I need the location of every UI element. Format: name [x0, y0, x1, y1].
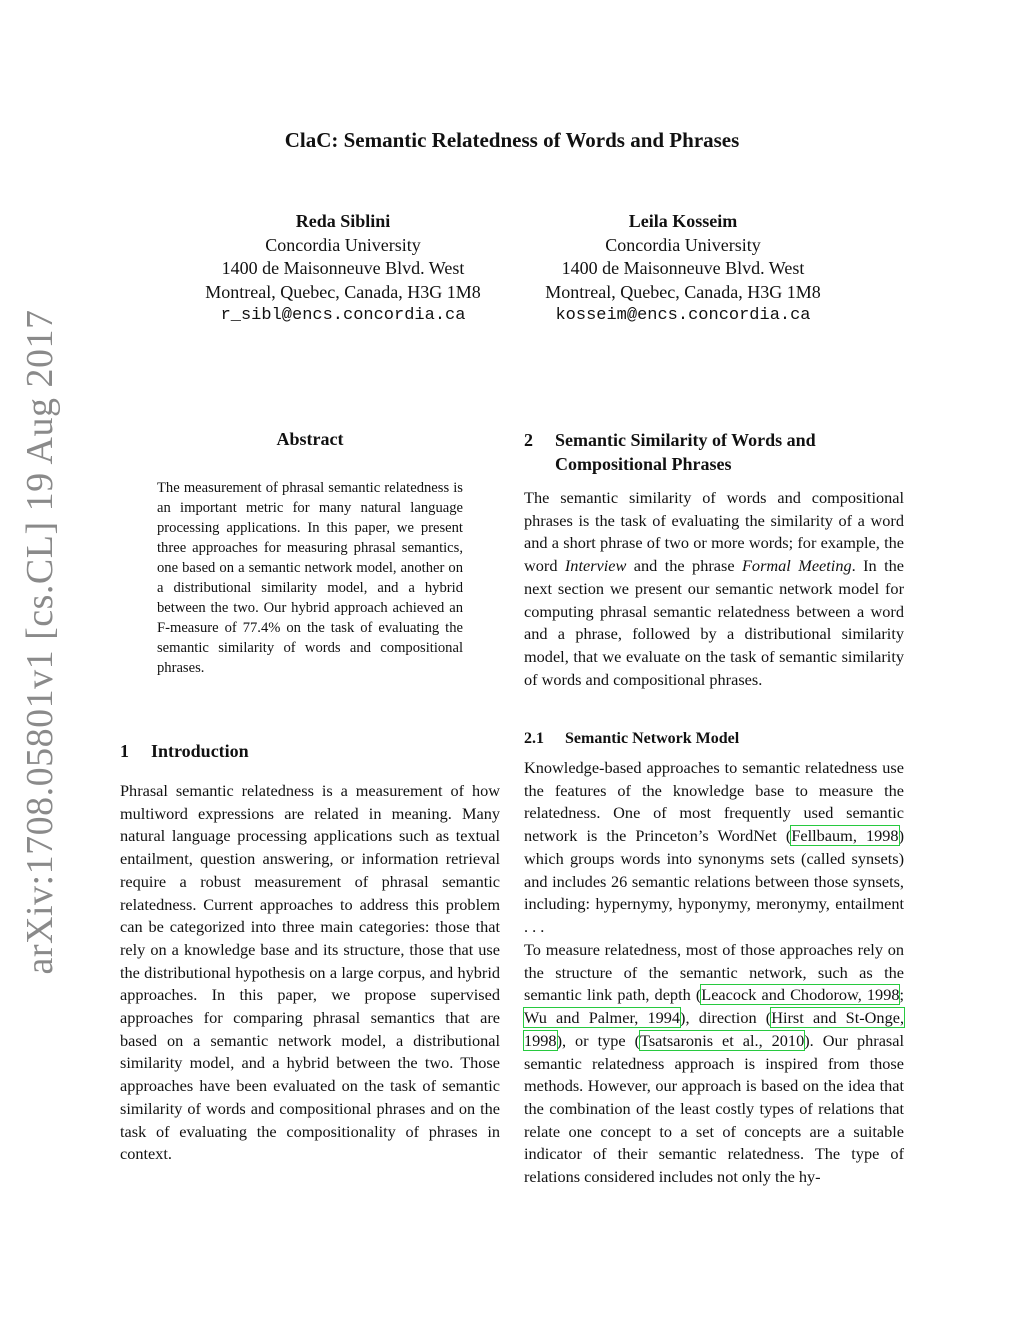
author-name: Leila Kosseim — [628, 211, 738, 231]
author-affiliation: Concordia University — [265, 234, 421, 255]
example-phrase: Formal Meeting — [741, 556, 852, 576]
citation-link[interactable]: Leacock and Chodorow, 1998 — [701, 985, 900, 1005]
author-address: 1400 de Maisonneuve Blvd. West — [221, 258, 465, 278]
citation-link[interactable]: Fellbaum, 1998 — [791, 826, 899, 846]
section-number: 2 — [524, 430, 533, 450]
section2-1-paragraph-1: Knowledge-based approaches to semantic relatedness use the features of the knowledge base to measure the relatedness. One of most frequently used semantic network is the Princeton’s WordNet (Fellbaum, 1998) which groups words into synonyms sets (called synsets) and includes 26 semantic relations between those synsets, including: hypernymy, hyponymy, meronymy, entailment . . . — [524, 758, 904, 936]
section2-paragraph: The semantic similarity of words and compositional phrases is the task of evaluating the similarity of a word and a short phrase of two or more words; for example, the word Interview and the phrase Formal Meeting. In the next section we present our semantic network model for computing phrasal semantic relatedness between a word and a phrase, followed by a distributional similarity model, that we evaluate on the task of semantic similarity of words and compositional phrases. — [524, 488, 904, 689]
author-email: r_sibl@encs.concordia.ca — [220, 306, 466, 325]
example-word: Interview — [564, 556, 627, 576]
introduction-paragraph: Phrasal semantic relatedness is a measurement of how multiword expressions are related in meaning. Many natural language processing applications such as textual entailment, question answering, or information retrieval require a robust measurement of phrasal semantic relatedness. Current approaches to address this problem can be categorized into three main categories: those that rely on a knowledge base and its structure, those that use the distributional hypothesis on a large corpus, and hybrid approaches. In this paper, we propose supervised approaches for comparing phrasal semantics that are based on a semantic network model, a distributional similarity model, and a hybrid between the two. Those approaches have been evaluated on the task of semantic similarity of words and compositional phrases and on the task of evaluating the compositionality of phrases in context. — [120, 781, 500, 1164]
author-block-2 — [518, 210, 848, 328]
author-address: Montreal, Quebec, Canada, H3G 1M8 — [205, 281, 481, 302]
author-affiliation: Concordia University — [605, 234, 761, 255]
citation-link[interactable]: Tsatsaronis et al., 2010 — [640, 1030, 805, 1050]
section2-1-paragraph-2: To measure relatedness, most of those approaches rely on the structure of the semantic network, such as the semantic link path, depth (Leacock and Chodorow, 1998; Wu and Palmer, 1994), direction (Hirst and St-Onge, 1998), or type (Tsatsaronis et al., 2010). Our phrasal semantic relatedness approach is inspired from those methods. However, our approach is based on the idea that the combination of the least costly types of relations that relate one concept to a set of concepts are a suitable indicator of their semantic relatedness. The type of relations considered includes not only the hy- — [524, 940, 905, 1187]
citation-link[interactable]: Wu and Palmer, 1994 — [524, 1008, 681, 1028]
citation-link[interactable]: Hirst and St-Onge, 1998 — [524, 1008, 905, 1050]
subsection-heading-semantic-network-model — [524, 728, 904, 750]
section-heading-semantic-similarity — [524, 429, 904, 476]
section-number: 1 — [120, 741, 129, 761]
abstract-heading: Abstract — [276, 429, 344, 449]
section-heading-introduction — [120, 740, 500, 764]
section-title-line: Semantic Similarity of Words and — [555, 430, 816, 450]
arxiv-identifier: arXiv:1708.05801v1 [cs.CL] 19 Aug 2017 — [19, 309, 61, 975]
author-address: Montreal, Quebec, Canada, H3G 1M8 — [545, 281, 821, 302]
author-email: kosseim@encs.concordia.ca — [555, 306, 811, 325]
section-title-line: Compositional Phrases — [555, 453, 732, 474]
subsection-number: 2.1 — [524, 730, 544, 747]
section-title: Introduction — [151, 741, 249, 761]
subsection-title: Semantic Network Model — [565, 730, 740, 747]
author-block-1 — [178, 210, 508, 328]
author-name: Reda Siblini — [295, 211, 391, 231]
paper-title: ClaC: Semantic Relatedness of Words and Phrases — [284, 128, 740, 152]
author-address: 1400 de Maisonneuve Blvd. West — [561, 258, 805, 278]
abstract-text: The measurement of phrasal semantic relatedness is an important metric for many natural language processing applications. In this paper, we present three approaches for measuring phrasal semantics, one based on a semantic network model, another on a distributional similarity model, and a hybrid between the two. Our hybrid approach achieved an F-measure of 77.4% on the task of evaluating the semantic similarity of words and compositional phrases. — [157, 480, 463, 676]
